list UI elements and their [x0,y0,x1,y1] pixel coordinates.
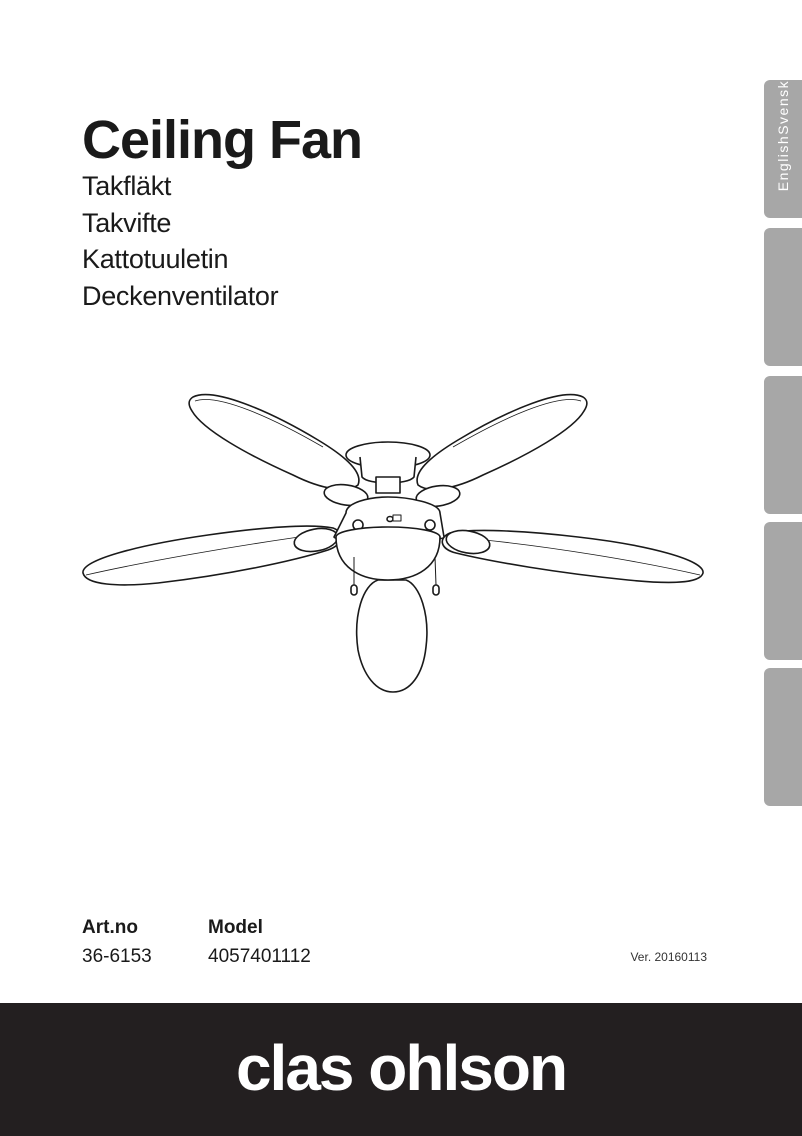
subtitle-swedish: Takfläkt [82,171,172,201]
light-kit-glass [336,537,440,580]
art-no-label: Art.no [82,917,138,938]
brand-logo: clas ohlson [235,1031,567,1104]
model-value: 4057401112 [208,946,311,967]
pull-chain-right [435,557,436,585]
art-no-value: 36-6153 [82,946,152,967]
language-tab-2[interactable] [764,228,802,366]
language-tab-3[interactable] [764,376,802,514]
subtitle-german: Deckenventilator [82,280,279,311]
subtitle-norwegian: Takvifte [82,207,172,238]
fan-blade-bottom [357,580,427,692]
footer-bar [0,1003,802,1136]
language-tab-4[interactable] [764,522,802,660]
model-block [208,916,311,969]
version-text: Ver. 20160113 [630,950,707,964]
ceiling-fan-illustration [78,385,708,695]
art-no-block [82,916,152,969]
model-label: Model [208,917,263,938]
document-title: Ceiling Fan [82,110,363,170]
tab-label-svenska: Svenska [775,70,791,135]
fan-blade-upper-right [417,395,587,490]
language-tab-1[interactable] [764,70,802,218]
translated-titles [82,168,278,314]
language-tab-5[interactable] [764,668,802,806]
tab-label-english: English [775,134,791,192]
subtitle-finnish: Kattotuuletin [82,244,229,274]
fan-blade-upper-left [189,395,359,490]
